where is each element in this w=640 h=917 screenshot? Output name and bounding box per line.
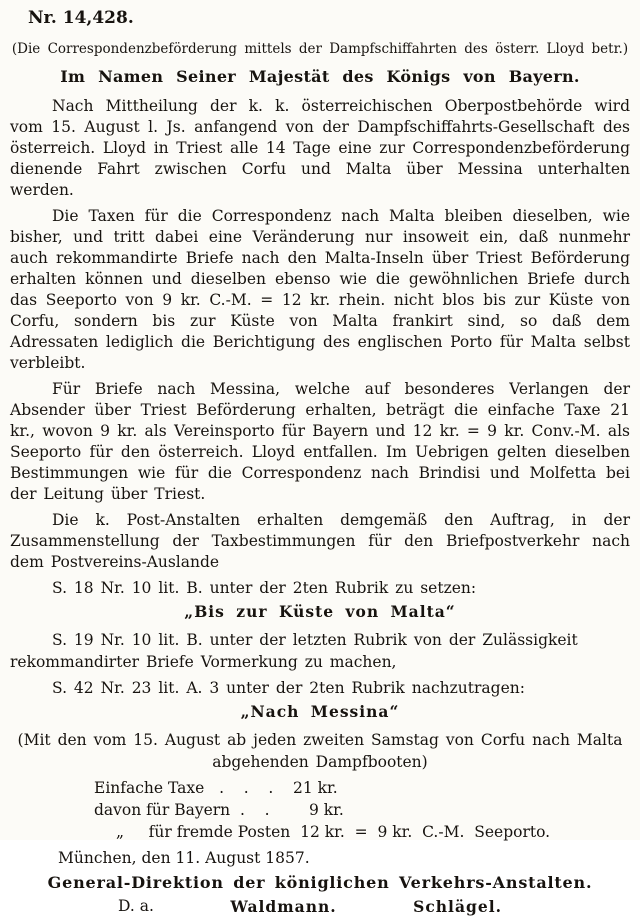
steamboat-schedule-note: (Mit den vom 15. August ab jeden zweiten Samstag von Corfu nach Malta abgehenden Dampfbooten) xyxy=(17,731,623,771)
signature-organization: General-Direktion der königlichen Verkehrs-Anstalten. xyxy=(47,873,593,892)
instruction-1-quote: „Bis zur Küste von Malta“ xyxy=(184,602,456,621)
signature-name-schlaegel: Schlägel. xyxy=(413,897,502,916)
signature-row xyxy=(10,893,630,917)
instruction-1-lead: S. 18 Nr. 10 lit. B. unter der 2ten Rubrik zu setzen: xyxy=(52,579,477,597)
paragraph-post-offices-order: Die k. Post-Anstalten erhalten demgemäß den Auftrag, in der Zusammenstellung der Taxbestimmungen für den Briefpostverkehr nach dem Postvereins-Auslande xyxy=(10,511,630,571)
tariff-row-foreign-posts-share: „ für fremde Posten 12 kr. = 9 kr. C.-M. Seeporto. xyxy=(116,823,551,841)
instruction-item-3 xyxy=(10,677,630,723)
decree-heading: Im Namen Seiner Majestät des Königs von Bayern. xyxy=(60,67,580,86)
paragraph-announcement: Nach Mittheilung der k. k. österreichischen Oberpostbehörde wird vom 15. August l. Js. anfangend von der Dampfschiffahrts-Gesellschaft des österreich. Lloyd in Triest alle 14 Tage eine zur Correspondenzbeförderung dienende Fahrt zwischen Corfu und Malta über Messina unterhalten werden. xyxy=(10,97,630,199)
tariff-table xyxy=(10,777,630,843)
instruction-item-2 xyxy=(10,629,630,673)
doc-number: Nr. 14,428. xyxy=(28,8,134,28)
tariff-row-simple-rate: Einfache Taxe . . . 21 kr. xyxy=(94,779,338,797)
subject-line: (Die Correspondenzbeförderung mittels der Dampfschiffahrten des österr. Lloyd betr.) xyxy=(11,41,629,57)
instruction-3-lead: S. 42 Nr. 23 lit. A. 3 unter der 2ten Rubrik nachzutragen: xyxy=(52,679,525,697)
tariff-row-bavaria-share: davon für Bayern . . 9 kr. xyxy=(94,801,344,819)
instruction-2-lead: S. 19 Nr. 10 lit. B. unter der letzten Rubrik von der Zulässigkeit rekommandirter Briefe Vormerkung zu machen, xyxy=(10,631,578,671)
signature-name-waldmann: Waldmann. xyxy=(230,897,337,916)
paragraph-malta-rates: Die Taxen für die Correspondenz nach Malta bleiben dieselben, wie bisher, und tritt dabei eine Veränderung nur insoweit ein, daß nunmehr auch rekommandirte Briefe nach den Malta-Inseln über Triest Beförderung erhalten können und dieselben ebenso wie die gewöhnlichen Briefe durch das Seeporto von 9 kr. C.-M. = 12 kr. rhein. nicht blos bis zur Küste von Corfu, sondern bis zur Küste von Malta frankirt sind, so daß dem Adressaten lediglich die Berichtigung des englischen Porto für Malta selbst verbleibt. xyxy=(10,207,630,372)
paragraph-messina-rates: Für Briefe nach Messina, welche auf besonderes Verlangen der Absender über Triest Beförderung erhalten, beträgt die einfache Taxe 21 kr., wovon 9 kr. als Vereinsporto für Bayern und 12 kr. = 9 kr. Conv.-M. als Seeporto für den österreich. Lloyd entfallen. Im Uebrigen gelten dieselben Bestimmungen wie für die Correspondenz nach Brindisi und Molfetta bei der Leitung über Triest. xyxy=(10,380,630,503)
dateline: München, den 11. August 1857. xyxy=(58,849,310,867)
instruction-item-1 xyxy=(10,577,630,623)
instruction-3-quote: „Nach Messina“ xyxy=(240,702,400,721)
signature-initials: D. a. xyxy=(118,897,154,915)
